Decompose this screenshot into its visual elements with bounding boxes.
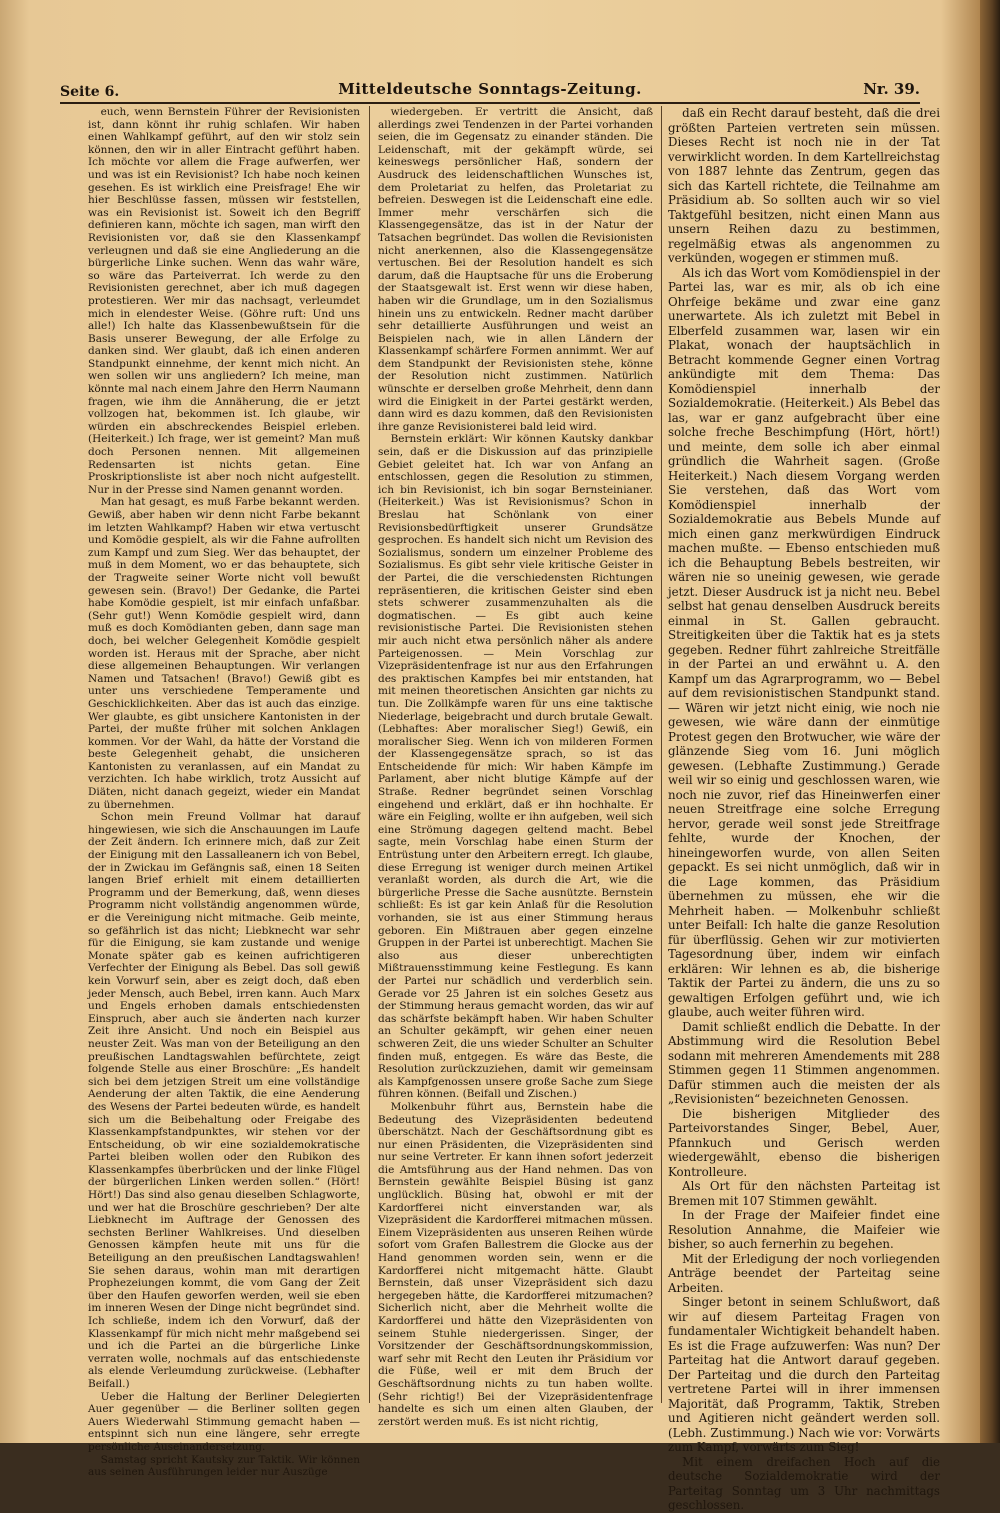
- page-header: [60, 80, 920, 102]
- page-number: Seite 6.: [60, 84, 120, 100]
- paragraph: Mit der Erledigung der noch vorliegenden Anträge beendet der Parteitag seine Arbeiten.: [668, 1251, 940, 1295]
- paragraph: euch, wenn Bernstein Führer der Revisionisten ist, dann könnt ihr ruhig schlafen. Wir haben einen Wahlkampf geführt, auf den wir stolz sein können, den wir in aller Eintracht geführt haben. Ich möchte vor allem die Frage aufwerfen, wer und was ist ein Revisionist? Ich habe noch keinen gesehen. Es ist wirklich eine Preisfrage! Ehe wir hier Beschlüsse fassen, müssen wir feststellen, was ein Revisionist ist. Soweit ich den Begriff definieren kann, möchte ich sagen, man wirft den Revisionisten vor, daß sie den Klassenkampf verleugnen und daß sie eine Angliederung an die bürgerliche Linke suchen. Wenn das wahr wäre, so wäre das Parteiverrat. Ich werde zu den Revisionisten gerechnet, aber ich muß dagegen protestieren. Wer mir das nachsagt, verleumdet mich in elendester Weise. (Göhre ruft: Und uns alle!) Ich halte das Klassenbewußtsein für die Basis unserer Bewegung, der alle Erfolge zu danken sind. Wer glaubt, daß ich einen anderen Standpunkt einnehme, der kennt mich nicht. An wen sollen wir uns angliedern? Ich meine, man könnte mal nach einem Jahre den Herrn Naumann fragen, wie ihm die Annäherung, die er jetzt vollzogen hat, bekommen ist. Ich glaube, wir würden ein abschreckendes Beispiel erleben. (Heiterkeit.) Ich frage, wer ist gemeint? Man muß doch Personen nennen. Mit allgemeinen Redensarten ist nichts getan. Eine Proskriptionsliste ist aber noch nicht aufgestellt. Nur in der Presse sind Namen genannt worden.: [88, 106, 360, 496]
- paragraph: Als ich das Wort vom Komödienspiel in der Partei las, war es mir, als ob ich eine Ohrfeige bekäme und zwar eine ganz unerwartete. Als ich zuletzt mit Bebel in Elberfeld zusammen war, lasen wir ein Plakat, wonach der hauptsächlich in Betracht kommende Gegner einen Vortrag ankündigte mit dem Thema: Das Komödienspiel innerhalb der Sozialdemokratie. (Heiterkeit.) Als Bebel das las, war er ganz aufgebracht über eine solche freche Beschimpfung (Hört, hört!) und meinte, dem solle ich aber einmal gründlich die Wahrheit sagen. (Große Heiterkeit.) Nach diesem Vorgang werden Sie verstehen, daß das Wort vom Komödienspiel innerhalb der Sozialdemokratie aus Bebels Munde auf mich einen ganz merkwürdigen Eindruck machen mußte. — Ebenso entschieden muß ich die Behauptung Bebels bestreiten, wir wären nie so uneinig gewesen, wie gerade jetzt. Dieser Ausdruck ist ja nicht neu. Bebel selbst hat genau denselben Ausdruck bereits einmal in St. Gallen gebraucht. Streitigkeiten über die Taktik hat es ja stets gegeben. Redner führt zahlreiche Streitfälle in der Partei an und erwähnt u. A. den Kampf um das Agrarprogramm, wo — Bebel auf dem revisionistischen Standpunkt stand. — Wären wir jetzt nicht einig, wie noch nie gewesen, wie wäre dann der einmütige Protest gegen den Brotwucher, wie wäre der glänzende Sieg vom 16. Juni möglich gewesen. (Lebhafte Zustimmung.) Gerade weil wir so einig und geschlossen waren, wie noch nie zuvor, rief das Hineinwerfen einer neuen Streitfrage eine solche Erregung hervor, gerade weil sonst jede Streitfrage fehlte, wurde der Knochen, der hineingeworfen wurde, von allen Seiten gepackt. Es sei nicht unmöglich, daß wir in die Lage kommen, das Präsidium übernehmen zu müssen, ehe wir die Mehrheit haben. — Molkenbuhr schließt unter Beifall: Ich halte die ganze Resolution für überflüssig. Gehen wir zur motivierten Tagesordnung über, indem wir einfach erklären: Wir lehnen es ab, die bisherige Taktik der Partei zu ändern, die uns zu so gewaltigen Erfolgen geführt und, wie ich glaube, auch weiter führen wird.: [668, 265, 940, 1019]
- newspaper-title: Mitteldeutsche Sonntags-Zeitung.: [338, 80, 642, 98]
- paragraph: Samstag spricht Kautsky zur Taktik. Wir können aus seinen Ausführungen leider nur Auszüge: [88, 1453, 360, 1479]
- paragraph: Schon mein Freund Vollmar hat darauf hingewiesen, wie sich die Anschauungen im Laufe der Zeit ändern. Ich erinnere mich, daß zur Zeit der Einigung mit den Lassalleanern ich von Bebel, der in Zwickau im Gefängnis saß, einen 18 Seiten langen Brief erhielt mit einem detaillierten Programm und der Bemerkung, daß, wenn dieses Programm nicht vollständig angenommen würde, er die Vereinigung nicht mitmache. Geib meinte, so gefährlich ist das nicht; Liebknecht war sehr für die Einigung, sie kam zustande und wenige Monate später gab es keinen aufrichtigeren Verfechter der Einigung als Bebel. Das soll gewiß kein Vorwurf sein, aber es zeigt doch, daß eben jeder Mensch, auch Bebel, irren kann. Auch Marx und Engels erhoben damals entschiedensten Einspruch, aber auch sie änderten nach kurzer Zeit ihre Ansicht. Und noch ein Beispiel aus neuster Zeit. Was man von der Beteiligung an den preußischen Landtagswahlen befürchtete, zeigt folgende Stelle aus einer Broschüre: „Es handelt sich bei dem jetzigen Streit um eine vollständige Aenderung der alten Taktik, die eine Aenderung des Wesens der Partei bedeuten würde, es handelt sich um die Beibehaltung oder Freigabe des Klassenkampfstandpunktes, wir stehen vor der Entscheidung, ob wir eine sozialdemokratische Partei bleiben wollen oder den Rubikon des Klassenkampfes überbrücken und der linke Flügel der bürgerlichen Linken werden sollen.“ (Hört! Hört!) Das sind also genau dieselben Schlagworte, und wer hat die Broschüre geschrieben? Der alte Liebknecht im Auftrage der Genossen des sechsten Berliner Wahlkreises. Und dieselben Genossen kämpfen heute mit uns für die Beteiligung an den preußischen Landtagswahlen! Sie sehen daraus, wohin man mit derartigen Prophezeiungen kommt, die vom Gang der Zeit über den Haufen geworfen werden, weil sie eben im inneren Wesen der Dinge nicht begründet sind. Ich schließe, indem ich den Vorwurf, daß der Klassenkampf für mich nicht mehr maßgebend sei und ich die Partei an die bürgerliche Linke verraten wolle, nochmals auf das entschiedenste als elende Verleumdung zurückweise. (Lebhafter Beifall.): [88, 811, 360, 1390]
- book-edge: [980, 0, 1000, 1443]
- column-divider: [369, 106, 370, 1403]
- paragraph: daß ein Recht darauf besteht, daß die drei größten Parteien vertreten sein müssen. Dieses Recht ist noch nie in der Tat verwirklicht worden. In dem Kartellreichstag von 1887 lehnte das Zentrum, gegen das sich das Kartell richtete, die Teilnahme am Präsidium ab. So sollten auch wir so viel Taktgefühl besitzen, nicht einen Mann aus unsern Reihen dazu zu bestimmen, regelmäßig etwas als angenommen zu verkünden, wogegen er stimmen muß.: [668, 106, 940, 265]
- text-column-1: [88, 106, 360, 1479]
- paragraph: Molkenbuhr führt aus, Bernstein habe die Bedeutung des Vizepräsidenten bedeutend überschätzt. Nach der Geschäftsordnung gibt es nur einen Präsidenten, die Vizepräsidenten sind nur seine Vertreter. Er kann ihnen sofort jederzeit die Amtsführung aus der Hand nehmen. Das von Bernstein gewählte Beispiel Büsing ist ganz unglücklich. Büsing hat, obwohl er mit der Kardorfferei nicht einverstanden war, als Vizepräsident die Kardorfferei mitmachen müssen. Einem Vizepräsidenten aus unseren Reihen würde sofort vom Grafen Ballestrem die Glocke aus der Hand genommen worden sein, wenn er die Kardorfferei nicht mitgemacht hätte. Glaubt Bernstein, daß unser Vizepräsident sich dazu hergegeben hätte, die Kardorfferei mitzumachen? Sicherlich nicht, aber die Mehrheit wollte die Kardorfferei und hätte den Vizepräsidenten von seinem Stuhle niedergerissen. Singer, der Vorsitzender der Geschäftsordnungskommission, warf sehr mit Recht den Leuten ihr Präsidium vor die Füße, weil er mit dem Bruch der Geschäftsordnung nichts zu tun haben wollte. (Sehr richtig!) Bei der Vizepräsidentenfrage handelte es sich um einen alten Glauben, der zerstört werden muß. Es ist nicht richtig,: [378, 1100, 653, 1428]
- issue-number: Nr. 39.: [863, 80, 920, 98]
- paragraph: Mit einem dreifachen Hoch auf die deutsche Sozialdemokratie wird der Parteitag Sonntag um 3 Uhr nachmittags geschlossen.: [668, 1454, 940, 1512]
- paragraph: In der Frage der Maifeier findet eine Resolution Annahme, die Maifeier wie bisher, so auch fernerhin zu begehen.: [668, 1208, 940, 1251]
- paragraph: Damit schließt endlich die Debatte. In der Abstimmung wird die Resolution Bebel sodann mit mehreren Amendements mit 288 Stimmen gegen 11 Stimmen angenommen. Dafür stimmen auch die meisten der als „Revisionisten“ bezeichneten Genossen.: [668, 1019, 940, 1106]
- paragraph: Die bisherigen Mitglieder des Parteivorstandes Singer, Bebel, Auer, Pfannkuch und Gerisch werden wiedergewählt, ebenso die bisherigen Kontrolleure.: [668, 1106, 940, 1179]
- paragraph: Man hat gesagt, es muß Farbe bekannt werden. Gewiß, aber haben wir denn nicht Farbe bekannt im letzten Wahlkampf? Haben wir etwa vertuscht und Komödie gespielt, als wir die Fahne aufrollten zum Kampf und zum Sieg. Wer das behauptet, der muß in dem Moment, wo er das behauptete, sich der Tragweite seiner Worte nicht voll bewußt gewesen sein. (Bravo!) Der Gedanke, die Partei habe Komödie gespielt, ist mir einfach unfaßbar. (Sehr gut!) Wenn Komödie gespielt wird, dann muß es doch Komödianten geben, dann sage man doch, bei welcher Gelegenheit Komödie gespielt worden ist. Heraus mit der Sprache, aber nicht diese allgemeinen Behauptungen. Wir verlangen Namen und Tatsachen! (Bravo!) Gewiß gibt es unter uns verschiedene Temperamente und Geschicklichkeiten. Aber das ist auch das einzige. Wer glaubte, es gibt unsichere Kantonisten in der Partei, der mußte früher mit solchen Anklagen kommen. Vor der Wahl, da hätte der Vorstand die beste Gelegenheit gehabt, die unsicheren Kantonisten zu veranlassen, auf ein Mandat zu verzichten. Ich habe wirklich, trotz Aussicht auf Diäten, nicht danach gegeizt, wieder ein Mandat zu übernehmen.: [88, 496, 360, 811]
- paragraph: Bernstein erklärt: Wir können Kautsky dankbar sein, daß er die Diskussion auf das prinzipielle Gebiet geleitet hat. Ich war von Anfang an entschlossen, gegen die Resolution zu stimmen, ich bin Revisionist, ich bin sogar Bernsteinianer. (Heiterkeit.) Was ist Revisionismus? Schon in Breslau hat Schönlank von einer Revisionsbedürftigkeit unserer Grundsätze gesprochen. Es handelt sich nicht um Revision des Sozialismus, sondern um einzelner Probleme des Sozialismus. Es gibt sehr viele kritische Geister in der Partei, die die verschiedensten Richtungen repräsentieren, die kritischen Geister sind eben stets schwerer zusammenzuhalten als die dogmatischen. — Es gibt auch keine revisionistische Partei. Die Revisionisten stehen mir auch nicht etwa persönlich näher als andere Parteigenossen. — Mein Vorschlag zur Vizepräsidentenfrage ist nur aus den Erfahrungen des praktischen Kampfes bei mir entstanden, hat mit meinen theoretischen Ansichten gar nichts zu tun. Die Zollkämpfe waren für uns eine taktische Niederlage, beigebracht und durch brutale Gewalt. (Lebhaftes: Aber moralischer Sieg!) Gewiß, ein moralischer Sieg. Wenn ich von milderen Formen der Klassengegensätze sprach, so ist das Entscheidende für mich: Wir haben Kämpfe im Parlament, aber nicht blutige Kämpfe auf der Straße. Redner begründet seinen Vorschlag eingehend und erklärt, daß er ihn hochhalte. Er wäre ein Feigling, wollte er ihn aufgeben, weil sich eine Strömung dagegen geltend macht. Bebel sagte, mein Vorschlag habe einen Sturm der Entrüstung unter den Arbeitern erregt. Ich glaube, diese Erregung ist weniger durch meinen Artikel veranlaßt worden, als durch die Art, wie die bürgerliche Presse die Sache ausnützte. Bernstein schließt: Es ist gar kein Anlaß für die Resolution vorhanden, sie ist aus einer Stimmung heraus geboren. Ein Mißtrauen aber gegen einzelne Gruppen in der Partei ist unberechtigt. Machen Sie also aus dieser unberechtigten Mißtrauensstimmung keine Festlegung. Es kann der Partei nur schädlich und verderblich sein. Gerade vor 25 Jahren ist ein solches Gesetz aus der Stimmung heraus gemacht worden, das wir auf das schärfste bekämpft haben. Wir haben Schulter an Schulter gekämpft, wir gehen einer neuen schweren Zeit, die uns wieder Schulter an Schulter finden muß, entgegen. Es wäre das Beste, die Resolution zurückzuziehen, damit wir gemeinsam als Kampfgenossen unsere große Sache zum Siege führen können. (Beifall und Zischen.): [378, 433, 653, 1101]
- paragraph: Als Ort für den nächsten Parteitag ist Bremen mit 107 Stimmen gewählt.: [668, 1179, 940, 1208]
- paragraph: Ueber die Haltung der Berliner Delegierten Auer gegenüber — die Berliner sollten gegen Auers Wiederwahl Stimmung gemacht haben — entspinnt sich nun eine längere, sehr erregte persönliche Auseinandersetzung.: [88, 1390, 360, 1453]
- text-column-2: [378, 106, 653, 1428]
- column-divider: [661, 106, 662, 1403]
- paragraph: wiedergeben. Er vertritt die Ansicht, daß allerdings zwei Tendenzen in der Partei vorhanden seien, die im Gegensatz zu einander ständen. Die Leidenschaft, mit der gekämpft würde, sei keineswegs persönlicher Haß, sondern der Ausdruck des leidenschaftlichen Wunsches ist, dem Proletariat zu helfen, das Proletariat zu befreien. Deswegen ist die Leidenschaft eine edle. Immer mehr verschärfen sich die Klassengegensätze, das ist in der Natur der Tatsachen begründet. Das wollen die Revisionisten nicht anerkennen, also die Klassengegensätze vertuschen. Bei der Resolution handelt es sich darum, daß die Hauptsache für uns die Eroberung der Staatsgewalt ist. Erst wenn wir diese haben, haben wir die Grundlage, um in den Sozialismus hinein uns zu entwickeln. Redner macht darüber sehr detaillierte Ausführungen und weist an Beispielen nach, wie in allen Ländern der Klassenkampf schärfere Formen annimmt. Wer auf dem Standpunkt der Revisionisten stehe, könne der Resolution nicht zustimmen. Natürlich wünschte er derselben große Mehrheit, denn dann wird die Einigkeit in der Partei gestärkt werden, dann wird es dazu kommen, daß den Revisionisten ihre ganze Revisionisterei bald leid wird.: [378, 106, 653, 433]
- header-rule: [60, 102, 920, 104]
- text-column-3: [668, 106, 940, 1512]
- paragraph: Singer betont in seinem Schlußwort, daß wir auf diesem Parteitag Fragen von fundamentaler Wichtigkeit behandelt haben. Es ist die Frage aufzuwerfen: Was nun? Der Parteitag hat die Antwort darauf gegeben. Der Parteitag und die durch den Parteitag vertretene Partei will in ihrer immensen Majorität, daß Programm, Taktik, Streben und Agitieren nicht geändert werden soll. (Lebh. Zustimmung.) Nach wie vor: Vorwärts zum Kampf, vorwärts zum Sieg!: [668, 1295, 940, 1454]
